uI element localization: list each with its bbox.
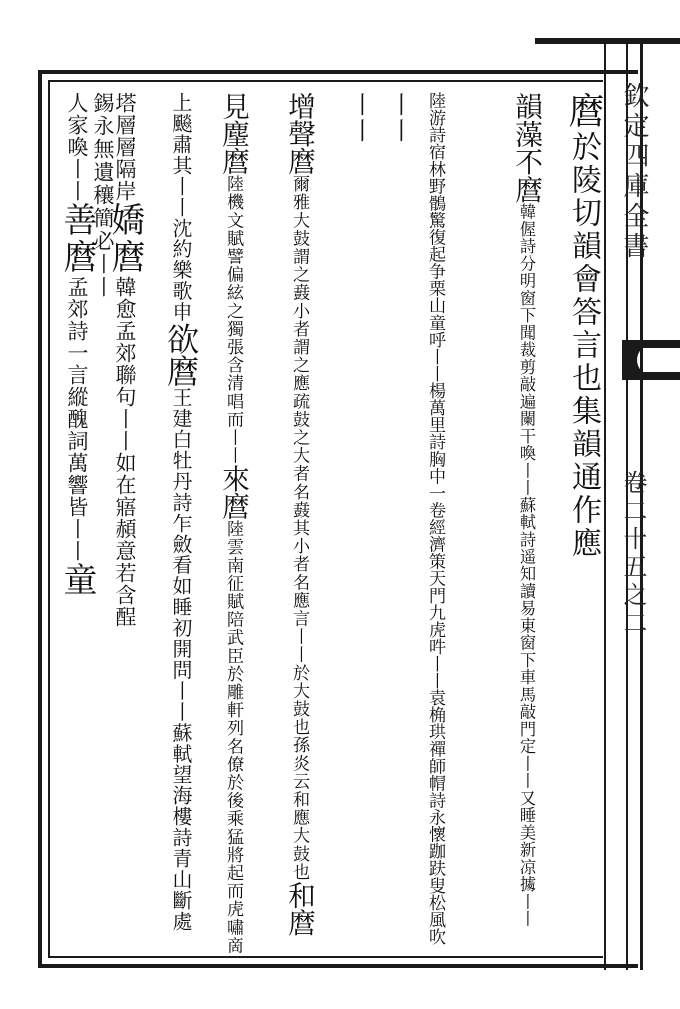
entry-column-6 <box>278 92 320 936</box>
entry-text: 人家喚丨丨 <box>65 92 89 202</box>
entry-tail: 陸雲南征賦陪武臣於雕軒列名僚於後乘猛將起而虎嘯啇 <box>223 520 243 955</box>
entry-column-4: 丨丨 <box>385 92 413 144</box>
entry-column-2 <box>505 92 547 928</box>
entry-head: 韻藻不麿 <box>510 92 543 204</box>
entry-text: 陸機文賦譬偏絃之獨張含清唱而丨丨 <box>223 175 243 465</box>
entry-text: 韓偓詩分明窗下聞裁剪敲遍闌干喚丨丨蘇軾詩遥知讀易東窗下車馬敲門定丨丨又睡美新凉㩀丨丨 <box>517 203 536 928</box>
entry-column-8 <box>160 92 202 932</box>
entry-tail: 和麿 <box>283 880 316 937</box>
entry-column-7 <box>212 92 254 954</box>
entry-tail-head: 嬌麿 <box>105 202 145 276</box>
entry-end: 童 <box>57 562 97 599</box>
entry-text: 塔層層隔岸 <box>113 92 137 202</box>
entry-text: 上飈肅其丨丨沈約樂歌申 <box>169 92 193 323</box>
volume-margin: 卷二十五之二 <box>619 470 647 638</box>
entry-column-5: 丨丨 <box>346 92 374 144</box>
entry-column-11 <box>56 92 98 599</box>
book-title-margin: 欽定四庫全書 <box>619 82 649 262</box>
entry-column-3: 陸游詩宿林野鶻驚復起争栗山童呼丨丨楊萬里詩胸中一卷經濟策天門九虎吽丨丨袁桷珙禪師㡌詩永懷跏趺叟松風吹 <box>425 92 445 945</box>
entry-head: 見麈麿 <box>217 92 250 176</box>
entry-text: 於陵切韻會答言也集韻通作應 <box>566 131 601 560</box>
fishtail-ornament <box>622 340 680 380</box>
entry-text: 爾雅大鼓謂之鼖小者謂之應疏鼓之大者名鼖其小者名應言丨丨於大鼓也孫炎云和應大鼓也 <box>289 175 309 881</box>
entry-column-1 <box>562 92 604 560</box>
entry-head: 麿 <box>563 92 604 131</box>
entry-tail: 孟郊詩一言縱醜詞萬響皆丨丨 <box>65 276 89 562</box>
entry-tail: 韓愈孟郊聯句丨丨如在寤頳意若含酲 <box>113 276 137 628</box>
entry-tail: 王建白牡丹詩乍斂看如睡初開問丨丨蘇軾望海樓詩青山斷處 <box>169 387 193 932</box>
entry-tail-head: 善麿 <box>57 202 97 276</box>
entry-tail-head: 來麿 <box>217 464 250 521</box>
entry-column-10: 錫永無遺穰簡必丨丨 <box>91 92 115 299</box>
entry-tail-head: 欲麿 <box>162 322 200 388</box>
entry-head: 增聲麿 <box>283 92 316 176</box>
